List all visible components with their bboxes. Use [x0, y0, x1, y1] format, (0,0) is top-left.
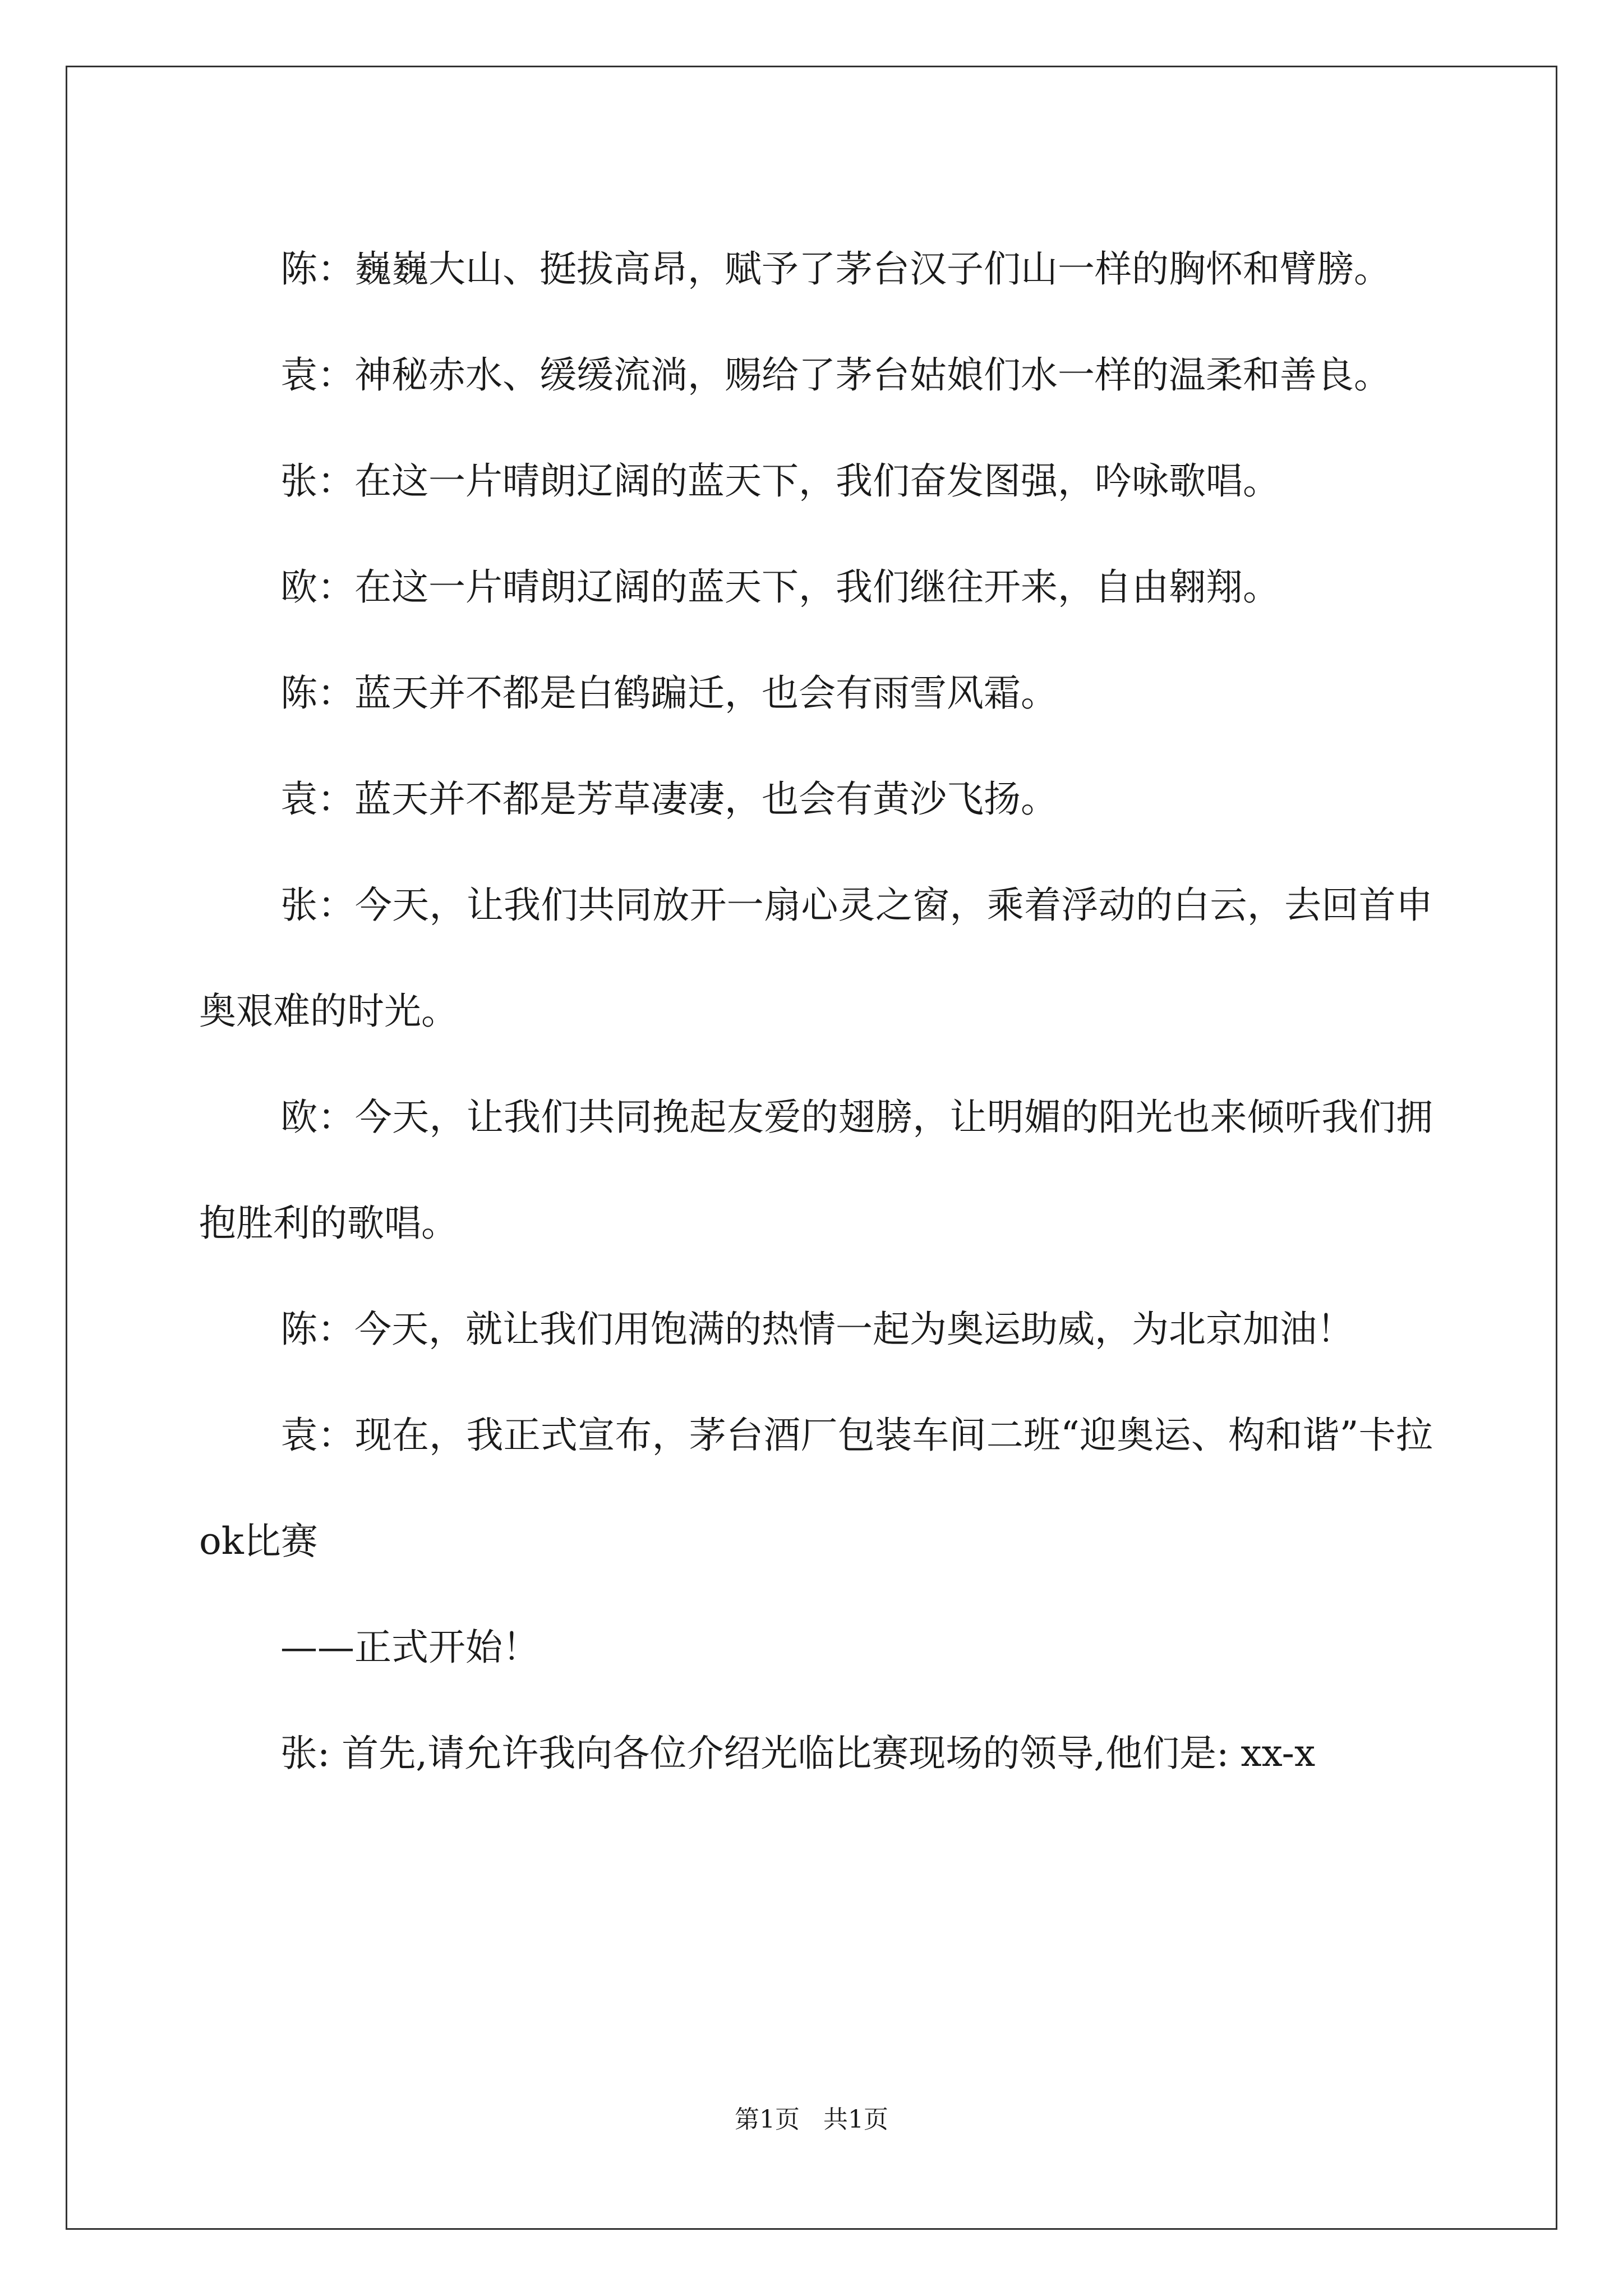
paragraph-1: 陈：巍巍大山、挺拔高昂，赋予了茅台汉子们山一样的胸怀和臂膀。: [280, 247, 1391, 291]
paragraph-7: 张：今天，让我们共同放开一扇心灵之窗，乘着浮动的白云，去回首申奥艰难的时光。: [199, 884, 1433, 1033]
paragraph-8: 欧：今天，让我们共同挽起友爱的翅膀，让明媚的阳光也来倾听我们拥抱胜利的歌唱。: [199, 1096, 1433, 1245]
paragraph-4: 欧：在这一片晴朗辽阔的蓝天下，我们继往开来，自由翱翔。: [280, 565, 1280, 609]
document-body: [199, 216, 1433, 1806]
paragraph-10: 袁：现在，我正式宣布，茅台酒厂包装车间二班“迎奥运、构和谐”卡拉ok比赛: [199, 1414, 1433, 1563]
paragraph-6: 袁：蓝天并不都是芳草凄凄，也会有黄沙飞扬。: [280, 777, 1058, 821]
paragraph-12: 张: 首先,请允许我向各位介绍光临比赛现场的领导,他们是: xx-x: [280, 1732, 1316, 1775]
page-total: 共1页: [823, 2105, 888, 2134]
paragraph-3: 张：在这一片晴朗辽阔的蓝天下，我们奋发图强，吟咏歌唱。: [280, 459, 1280, 503]
page-footer: [0, 2099, 1623, 2135]
paragraph-11: ——正式开始！: [280, 1626, 540, 1669]
paragraph-5: 陈：蓝天并不都是白鹤蹁迁，也会有雨雪风霜。: [280, 671, 1058, 715]
page-number: 第1页: [735, 2105, 800, 2134]
paragraph-2: 袁：神秘赤水、缓缓流淌，赐给了茅台姑娘们水一样的温柔和善良。: [280, 353, 1391, 397]
paragraph-9: 陈：今天，就让我们用饱满的热情一起为奥运助威，为北京加油！: [280, 1308, 1354, 1351]
